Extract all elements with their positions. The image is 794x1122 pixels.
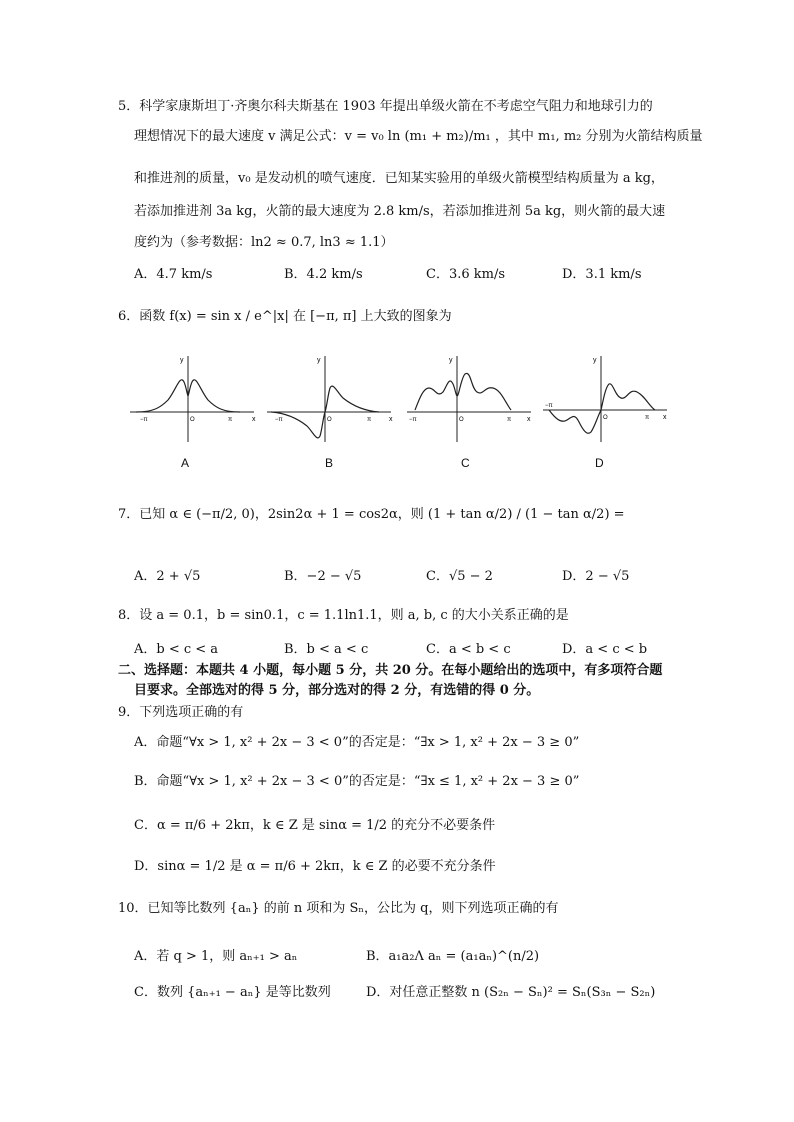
q10-option-d: D．对任意正整数 n (S₂ₙ − Sₙ)² = Sₙ(S₃ₙ − S₂ₙ) <box>366 985 656 1000</box>
q9-option-d: D．sinα = 1/2 是 α = π/6 + 2kπ，k ∈ Z 的必要不充分条件 <box>134 859 496 874</box>
graph-c-x-label: x <box>527 416 531 423</box>
section-2-header-line-1: 二、选择题：本题共 4 小题，每小题 5 分，共 20 分。在每小题给出的选项中，有多项符合题 <box>118 663 663 678</box>
q7-option-d: D．2 − √5 <box>562 569 630 584</box>
q7-option-a: A．2 + √5 <box>134 569 201 584</box>
graph-a-neg-pi: −π <box>140 417 148 423</box>
q5-option-c: C．3.6 km/s <box>426 267 506 282</box>
graph-b-origin: O <box>327 417 332 423</box>
q10-option-c: C．数列 {aₙ₊₁ − aₙ} 是等比数列 <box>134 985 331 1000</box>
q5-option-a: A．4.7 km/s <box>134 267 213 282</box>
q5-line-5: 度约为（参考数据：ln2 ≈ 0.7, ln3 ≈ 1.1） <box>134 235 394 250</box>
graph-a <box>128 352 258 444</box>
graph-a-y-label: y <box>180 357 184 364</box>
graph-d-neg-pi: −π <box>545 403 553 409</box>
graph-d-pi: π <box>645 415 650 421</box>
q8-option-b: B．b < a < c <box>284 642 369 657</box>
graph-b-label: B <box>325 456 334 470</box>
q9-option-c: C．α = π/6 + 2kπ，k ∈ Z 是 sinα = 1/2 的充分不必要条件 <box>134 818 496 833</box>
graph-d <box>541 352 671 444</box>
q8-option-c: C．a < b < c <box>426 642 511 657</box>
q5-option-b: B．4.2 km/s <box>284 267 363 282</box>
q6-stem: 6．函数 f(x) = sin x / e^|x| 在 [−π, π] 上大致的图象为 <box>118 309 452 324</box>
q8-option-d: D．a < c < b <box>562 642 648 657</box>
q5-line-4: 若添加推进剂 3a kg，火箭的最大速度为 2.8 km/s，若添加推进剂 5a kg，则火箭的最大速 <box>134 204 666 219</box>
graph-c-pi: π <box>507 417 512 423</box>
q5-line-1: 5．科学家康斯坦丁·齐奥尔科夫斯基在 1903 年提出单级火箭在不考虑空气阻力和地球引力的 <box>118 99 653 114</box>
q10-option-b: B．a₁a₂Λ aₙ = (a₁aₙ)^(n/2) <box>366 949 540 964</box>
q5-option-d: D．3.1 km/s <box>562 267 642 282</box>
graph-a-x-label: x <box>252 416 256 423</box>
q5-line-2: 理想情况下的最大速度 v 满足公式：v = v₀ ln (m₁ + m₂)/m₁ ，其中 m₁, m₂ 分别为火箭结构质量 <box>134 129 703 144</box>
q9-option-a: A．命题“∀x > 1, x² + 2x − 3 < 0”的否定是：“∃x > 1, x² + 2x − 3 ≥ 0” <box>134 735 580 750</box>
graph-a-label: A <box>181 456 190 470</box>
q10-option-a: A．若 q > 1，则 aₙ₊₁ > aₙ <box>134 949 298 964</box>
graph-b-pi: π <box>367 417 372 423</box>
q5-line-3: 和推进剂的质量，v₀ 是发动机的喷气速度．已知某实验用的单级火箭模型结构质量为 a kg， <box>134 171 664 186</box>
q9-option-b: B．命题“∀x > 1, x² + 2x − 3 < 0”的否定是：“∃x ≤ 1, x² + 2x − 3 ≥ 0” <box>134 774 580 789</box>
q8-stem: 8．设 a = 0.1，b = sin0.1，c = 1.1ln1.1，则 a, b, c 的大小关系正确的是 <box>118 608 569 623</box>
graph-b-neg-pi: −π <box>275 417 283 423</box>
q9-stem: 9．下列选项正确的有 <box>118 705 244 720</box>
graph-c-origin: O <box>459 417 464 423</box>
graph-c-neg-pi: −π <box>409 417 417 423</box>
q7-option-c: C．√5 − 2 <box>426 569 493 584</box>
q10-stem: 10．已知等比数列 {aₙ} 的前 n 项和为 Sₙ，公比为 q，则下列选项正确的有 <box>118 901 559 916</box>
graph-d-label: D <box>595 456 604 470</box>
graph-b <box>265 352 395 444</box>
section-2-header-line-2: 目要求。全部选对的得 5 分，部分选对的得 2 分，有选错的得 0 分。 <box>134 683 540 698</box>
graph-c <box>405 352 535 444</box>
graph-d-origin: O <box>603 415 608 421</box>
graph-d-x-label: x <box>663 414 667 421</box>
graph-c-label: C <box>461 456 470 470</box>
graph-a-pi: π <box>228 417 233 423</box>
graph-a-origin: O <box>190 417 195 423</box>
graph-b-x-label: x <box>389 416 393 423</box>
q7-stem: 7．已知 α ∈ (−π/2, 0)，2sin2α + 1 = cos2α，则 (1 + tan α/2) / (1 − tan α/2) = <box>118 507 625 522</box>
q7-option-b: B．−2 − √5 <box>284 569 362 584</box>
graph-b-y-label: y <box>317 357 321 364</box>
graph-c-y-label: y <box>449 357 453 364</box>
q8-option-a: A．b < c < a <box>134 642 219 657</box>
graph-d-y-label: y <box>593 357 597 364</box>
